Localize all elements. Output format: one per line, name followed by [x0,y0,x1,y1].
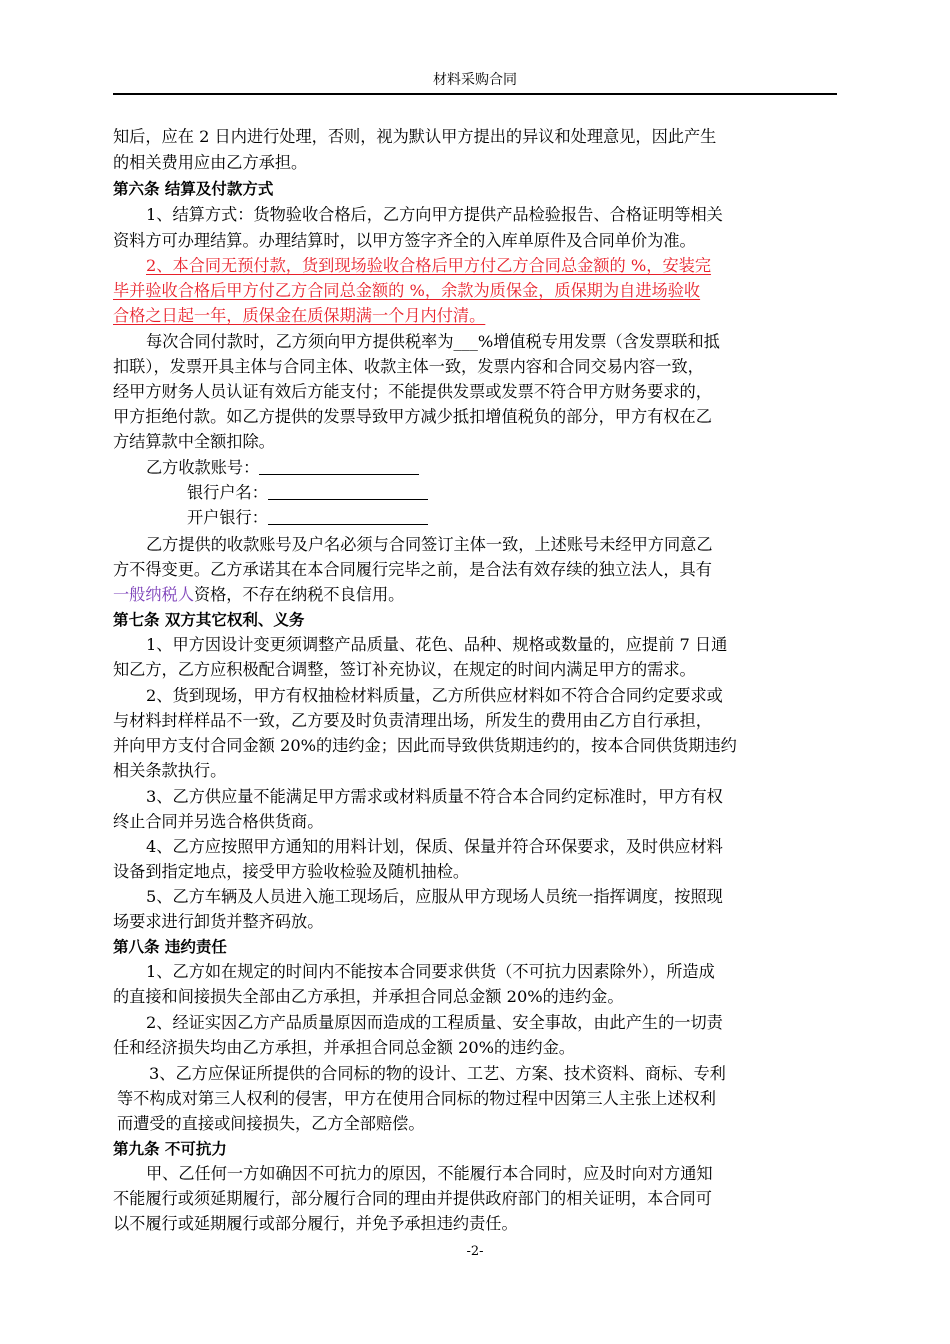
body-line: 3、乙方供应量不能满足甲方需求或材料质量不符合本合同约定标准时，甲方有权 [146,787,723,806]
body-line: 乙方提供的收款账号及户名必须与合同签订主体一致，上述账号未经甲方同意乙 [146,535,713,554]
body-line: 资料方可办理结算。办理结算时，以甲方签字齐全的入库单原件及合同单价为准。 [113,231,696,250]
account-number-blank [259,458,419,475]
header-divider [113,93,837,95]
payment-terms-line: 2、本合同无预付款，货到现场验收合格后甲方付乙方合同总金额的 %，安装完 [146,256,712,275]
body-line: 等不构成对第三人权利的侵害，甲方在使用合同标的物过程中因第三人主张上述权利 [117,1089,716,1108]
account-name-label: 银行户名： [187,483,268,502]
body-line: 知乙方，乙方应积极配合调整，签订补充协议，在规定的时间内满足甲方的需求。 [113,660,696,679]
body-line: 方结算款中全额扣除。 [113,432,275,451]
body-line: 2、货到现场，甲方有权抽检材料质量，乙方所供应材料如不符合合同约定要求或 [146,686,723,705]
body-line: 设备到指定地点，接受甲方验收检验及随机抽检。 [113,862,470,881]
account-name-row [113,480,428,506]
section-heading-9: 第九条 不可抗力 [113,1140,227,1158]
account-name-blank [268,483,428,500]
payment-terms-line: 毕并验收合格后甲方付乙方合同总金额的 %，余款为质保金，质保期为自进场验收 [113,281,701,300]
body-line: 并向甲方支付合同金额 20%的违约金；因此而导致供货期违约的，按本合同供货期违约 [113,736,737,755]
body-line: 5、乙方车辆及人员进入施工现场后，应服从甲方现场人员统一指挥调度，按照现 [146,887,723,906]
body-line: 3、乙方应保证所提供的合同标的物的设计、工艺、方案、技术资料、商标、专利 [149,1064,726,1083]
body-line: 1、乙方如在规定的时间内不能按本合同要求供货（不可抗力因素除外），所造成 [146,962,715,981]
payment-terms-line: 合格之日起一年，质保金在质保期满一个月内付清。 [113,306,486,325]
body-text: 资格，不存在纳税不良信用。 [193,585,405,604]
body-line: 相关条款执行。 [113,761,227,780]
section-heading-7: 第七条 双方其它权利、义务 [113,611,305,629]
body-line: 知后，应在 2 日内进行处理，否则，视为默认甲方提出的异议和处理意见，因此产生 [113,127,717,146]
general-taxpayer-link[interactable]: 一般纳税人 [113,585,194,604]
body-line: 与材料封样样品不一致，乙方要及时负责清理出场，所发生的费用由乙方自行承担， [113,711,712,730]
body-line: 而遭受的直接或间接损失，乙方全部赔偿。 [117,1114,425,1133]
body-line: 4、乙方应按照甲方通知的用料计划，保质、保量并符合环保要求，及时供应材料 [146,837,723,856]
bank-label: 开户银行： [187,508,268,527]
body-line: 2、经证实因乙方产品质量原因而造成的工程质量、安全事故，由此产生的一切责 [146,1013,723,1032]
body-line: 甲、乙任何一方如确因不可抗力的原因，不能履行本合同时，应及时向对方通知 [146,1164,713,1183]
body-line: 每次合同付款时，乙方须向甲方提供税率为___%增值税专用发票（含发票联和抵 [146,332,720,351]
body-line: 任和经济损失均由乙方承担，并承担合同总金额 20%的违约金。 [113,1038,575,1057]
account-number-label: 乙方收款账号： [146,458,260,477]
body-line [113,582,404,608]
body-line: 经甲方财务人员认证有效后方能支付；不能提供发票或发票不符合甲方财务要求的， [113,382,712,401]
page-number: -2- [466,1244,484,1259]
account-number-row [113,455,419,481]
bank-blank [268,508,428,525]
body-line: 的直接和间接损失全部由乙方承担，并承担合同总金额 20%的违约金。 [113,987,624,1006]
section-heading-8: 第八条 违约责任 [113,938,227,956]
bank-row [113,505,428,531]
body-line: 扣联），发票开具主体与合同主体、收款主体一致，发票内容和合同交易内容一致， [113,357,704,376]
body-line: 不能履行或须延期履行，部分履行合同的理由并提供政府部门的相关证明，本合同可 [113,1189,712,1208]
section-heading-6: 第六条 结算及付款方式 [113,180,274,198]
body-line: 1、结算方式：货物验收合格后，乙方向甲方提供产品检验报告、合格证明等相关 [146,205,723,224]
body-line: 的相关费用应由乙方承担。 [113,153,308,172]
body-line: 1、甲方因设计变更须调整产品质量、花色、品种、规格或数量的，应提前 7 日通 [146,635,728,654]
body-line: 以不履行或延期履行或部分履行，并免予承担违约责任。 [113,1214,518,1233]
body-line: 场要求进行卸货并整齐码放。 [113,912,324,931]
body-line: 终止合同并另选合格供货商。 [113,812,324,831]
body-line: 甲方拒绝付款。如乙方提供的发票导致甲方减少抵扣增值税负的部分，甲方有权在乙 [113,407,712,426]
page-header-title: 材料采购合同 [433,72,517,88]
body-line: 方不得变更。乙方承诺其在本合同履行完毕之前，是合法有效存续的独立法人，具有 [113,560,712,579]
